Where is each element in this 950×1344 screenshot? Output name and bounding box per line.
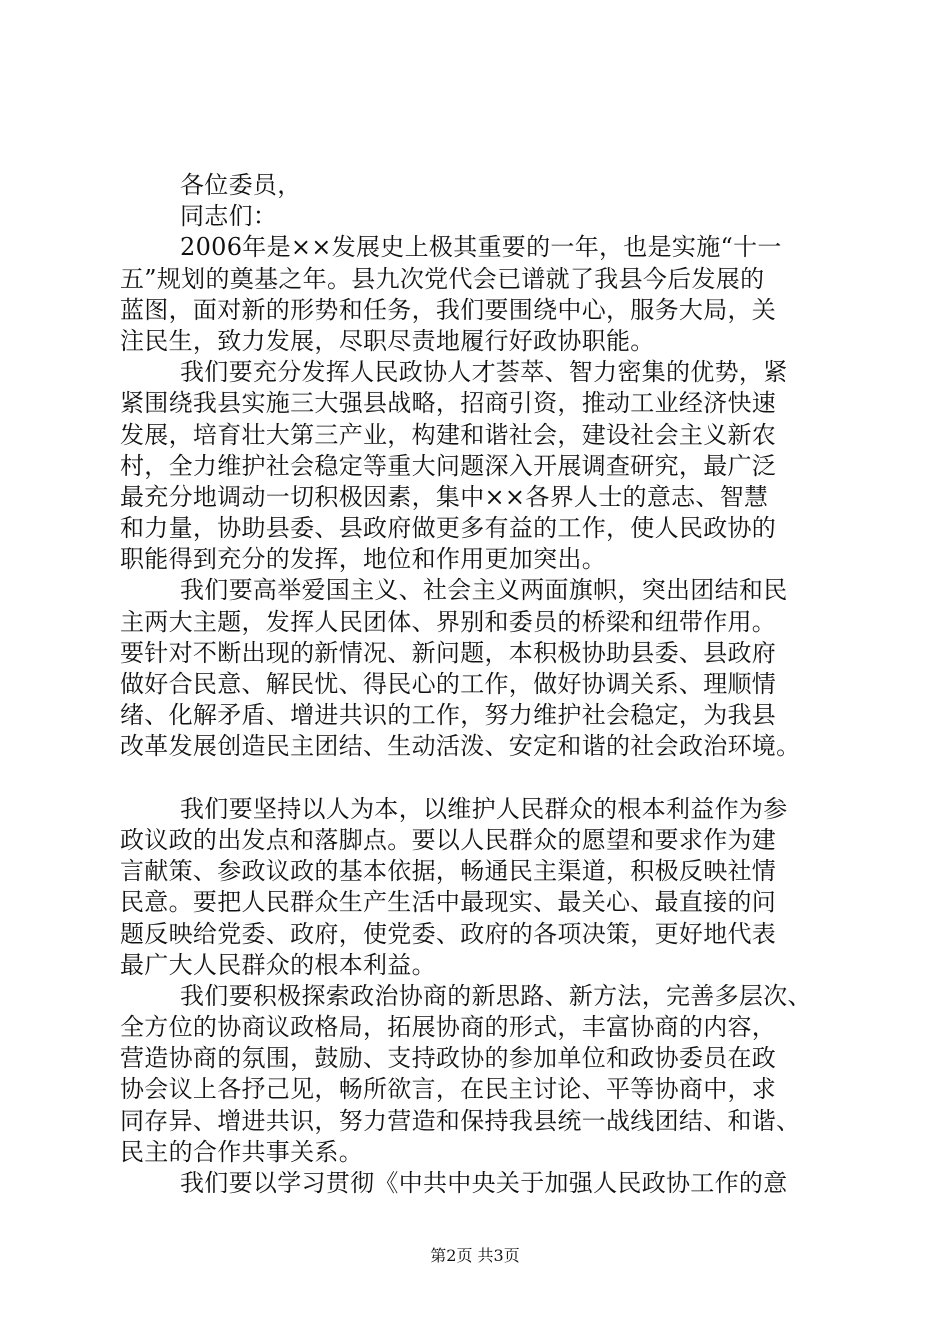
text-line: 最充分地调动一切积极因素，集中××各界人士的意志、智慧 (120, 482, 769, 511)
text-line: 最广大人民群众的根本利益。 (120, 950, 436, 979)
text-line: 蓝图，面对新的形势和任务，我们要围绕中心，服务大局，关 (120, 295, 777, 324)
text-line: 绪、化解矛盾、增进共识的工作，努力维护社会稳定，为我县 (120, 701, 777, 730)
text-line: 协会议上各抒己见，畅所欲言，在民主讨论、平等协商中，求 (120, 1075, 777, 1104)
blank-line (120, 763, 840, 794)
text-line: 民意。要把人民群众生产生活中最现实、最关心、最直接的问 (120, 888, 777, 917)
text-line: 改革发展创造民主团结、生动活泼、安定和谐的社会政治环境。 (120, 732, 801, 761)
text-line: 紧围绕我县实施三大强县战略，招商引资，推动工业经济快速 (120, 389, 777, 418)
text-line: 职能得到充分的发挥，地位和作用更加突出。 (120, 545, 606, 574)
text-line: 我们要以学习贯彻《中共中央关于加强人民政协工作的意 (180, 1169, 788, 1197)
text-line: 我们要积极探索政治协商的新思路、新方法，完善多层次、 (180, 981, 812, 1010)
text-line: 村，全力维护社会稳定等重大问题深入开展调查研究，最广泛 (120, 451, 777, 480)
text-line: 各位委员， (180, 171, 302, 199)
text-line: 做好合民意、解民忧、得民心的工作，做好协调关系、理顺情 (120, 670, 777, 698)
text-line: 我们要坚持以人为本，以维护人民群众的根本利益作为参 (180, 794, 788, 823)
text-line: 主两大主题，发挥人民团体、界别和委员的桥梁和纽带作用。 (120, 607, 777, 636)
text-line: 和力量，协助县委、县政府做更多有益的工作，使人民政协的 (120, 514, 777, 543)
page-footer: 第2页 共3页 (430, 1246, 520, 1265)
text-line: 同志们： (180, 202, 278, 231)
text-line: 发展，培育壮大第三产业，构建和谐社会，建设社会主义新农 (120, 420, 777, 449)
text-line: 五”规划的奠基之年。县九次党代会已谱就了我县今后发展的 (120, 264, 765, 293)
text-line: 言献策、参政议政的基本依据，畅通民主渠道，积极反映社情 (120, 857, 777, 886)
text-line: 我们要充分发挥人民政协人才荟萃、智力密集的优势，紧 (180, 358, 788, 387)
text-line: 政议政的出发点和落脚点。要以人民群众的愿望和要求作为建 (120, 825, 777, 854)
text-line: 营造协商的氛围，鼓励、支持政协的参加单位和政协委员在政 (120, 1044, 777, 1073)
text-line: 民主的合作共事关系。 (120, 1137, 363, 1166)
text-line: 全方位的协商议政格局，拓展协商的形式，丰富协商的内容， (120, 1013, 777, 1042)
text-line: 2006年是××发展史上极其重要的一年，也是实施“十一 (180, 233, 782, 262)
text-line: 我们要高举爱国主义、社会主义两面旗帜，突出团结和民 (180, 576, 788, 605)
document-body (120, 170, 840, 1199)
text-line: 题反映给党委、政府，使党委、政府的各项决策，更好地代表 (120, 919, 777, 948)
text-line: 要针对不断出现的新情况、新问题，本积极协助县委、县政府 (120, 638, 777, 667)
text-line: 同存异、增进共识，努力营造和保持我县统一战线团结、和谐、 (120, 1106, 801, 1135)
text-line: 注民生，致力发展，尽职尽责地履行好政协职能。 (120, 326, 655, 355)
